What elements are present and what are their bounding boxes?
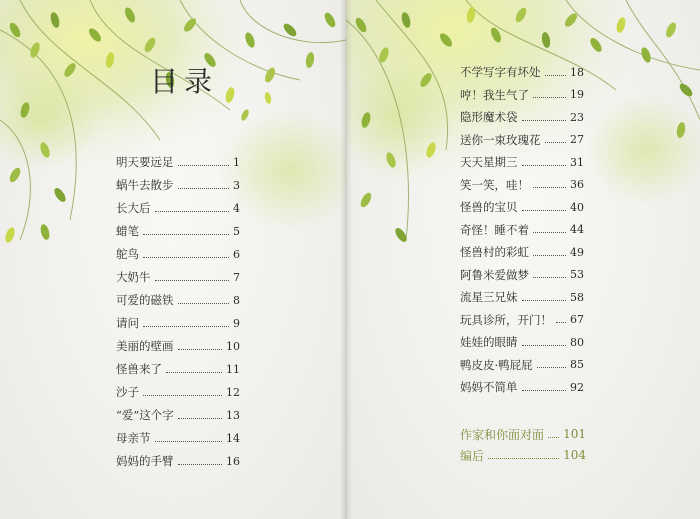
page-title: 目录 xyxy=(150,65,219,98)
leader-dots xyxy=(522,300,567,301)
toc-entry-page: 80 xyxy=(570,335,584,349)
toc-entry[interactable] xyxy=(116,382,240,402)
toc-entry-page: 49 xyxy=(570,245,584,259)
toc-entry-appendix[interactable] xyxy=(460,424,586,444)
toc-entry-page: 5 xyxy=(233,224,240,238)
toc-entry-page: 6 xyxy=(233,247,240,261)
toc-entry-title: 作家和你面对面 xyxy=(460,427,545,442)
leader-dots xyxy=(533,255,566,256)
toc-entry-title: 怪兽的宝贝 xyxy=(460,200,518,214)
toc-entry[interactable] xyxy=(116,152,240,172)
toc-entry[interactable] xyxy=(460,197,584,217)
leader-dots xyxy=(522,120,567,121)
toc-entry-page: 44 xyxy=(570,223,584,236)
leader-dots xyxy=(178,418,222,419)
leader-dots xyxy=(155,441,223,442)
toc-entry-title: 怪兽来了 xyxy=(116,362,162,376)
toc-entry-title: 奇怪！睡不着 xyxy=(460,222,529,237)
toc-entry[interactable] xyxy=(116,290,240,310)
toc-entry-title: 天天星期三 xyxy=(460,155,518,169)
leader-dots xyxy=(537,367,566,368)
leader-dots xyxy=(533,277,566,278)
leader-dots xyxy=(155,211,230,212)
toc-entry-page: 12 xyxy=(226,385,240,399)
toc-entry[interactable] xyxy=(116,428,240,448)
leader-dots xyxy=(143,395,222,396)
leader-dots xyxy=(178,188,230,189)
leader-dots xyxy=(488,458,559,459)
toc-entry-title: 流星三兄妹 xyxy=(460,290,518,304)
leader-dots xyxy=(522,345,567,346)
toc-entry[interactable] xyxy=(116,336,240,356)
toc-entry-page: 53 xyxy=(570,268,584,281)
toc-entry[interactable] xyxy=(116,244,240,264)
toc-entry-title: 隐形魔术袋 xyxy=(460,110,518,124)
toc-entry[interactable] xyxy=(460,355,584,375)
toc-entry-title: 阿鲁米爱做梦 xyxy=(460,267,529,282)
toc-entry-title: 娃娃的眼睛 xyxy=(460,335,518,349)
toc-entry-title: “爱”这个字 xyxy=(116,408,174,422)
toc-entry-title: 美丽的壁画 xyxy=(116,339,174,353)
toc-entry-title: 沙子 xyxy=(116,385,139,399)
toc-entry-page: 18 xyxy=(570,65,584,79)
leader-dots xyxy=(143,326,229,327)
toc-entry[interactable] xyxy=(116,359,240,379)
toc-entry[interactable] xyxy=(460,130,584,150)
toc-entry-page: 4 xyxy=(233,201,240,215)
toc-entry-page: 67 xyxy=(570,313,584,326)
toc-entry-page: 58 xyxy=(570,290,584,304)
toc-entry-page: 7 xyxy=(233,270,240,284)
leader-dots xyxy=(178,464,223,465)
toc-entry-page: 101 xyxy=(563,427,586,441)
leader-dots xyxy=(545,75,567,76)
toc-entry-title: 请问 xyxy=(116,316,139,330)
toc-entry-title: 明天要远足 xyxy=(116,155,174,169)
toc-entry[interactable] xyxy=(460,332,584,352)
toc-entry-title: 母亲节 xyxy=(116,431,151,445)
leader-dots xyxy=(178,165,230,166)
toc-entry[interactable] xyxy=(116,451,240,471)
toc-entry[interactable] xyxy=(460,377,584,397)
toc-entry-page: 19 xyxy=(570,88,584,101)
toc-entry-title: 哼！我生气了 xyxy=(460,87,529,102)
leader-dots xyxy=(178,349,223,350)
toc-entry[interactable] xyxy=(460,85,584,105)
leader-dots xyxy=(533,97,566,98)
leader-dots xyxy=(155,280,230,281)
toc-entry[interactable] xyxy=(460,220,584,240)
leader-dots xyxy=(522,165,567,166)
toc-entry[interactable] xyxy=(460,107,584,127)
right-page xyxy=(346,0,700,519)
toc-entry-title: 鸭皮皮·鸭屁屁 xyxy=(460,357,533,372)
toc-entry-page: 10 xyxy=(226,339,240,353)
book-gutter xyxy=(340,0,352,519)
toc-entry[interactable] xyxy=(116,221,240,241)
left-page xyxy=(0,0,346,519)
toc-entry-title: 大奶牛 xyxy=(116,270,151,284)
toc-entry-appendix[interactable] xyxy=(460,445,586,465)
leader-dots xyxy=(545,142,567,143)
toc-entry-title: 怪兽村的彩虹 xyxy=(460,245,529,259)
toc-entry[interactable] xyxy=(460,242,584,262)
toc-entry[interactable] xyxy=(460,265,584,285)
leader-dots xyxy=(166,372,222,373)
toc-entry-title: 妈妈不简单 xyxy=(460,380,518,394)
toc-entry-page: 27 xyxy=(570,133,584,146)
leader-dots xyxy=(533,232,566,233)
toc-entry[interactable] xyxy=(116,405,240,425)
toc-entry-page: 23 xyxy=(570,110,584,124)
toc-entry-page: 11 xyxy=(226,362,240,376)
toc-entry-page: 92 xyxy=(570,380,584,394)
toc-entry-page: 31 xyxy=(570,155,584,169)
toc-entry-title: 编后 xyxy=(460,448,485,463)
toc-entry-page: 13 xyxy=(226,408,240,422)
toc-entry-title: 玩具诊所，开门！ xyxy=(460,312,552,327)
toc-entry-page: 14 xyxy=(226,431,240,445)
toc-entry-page: 1 xyxy=(233,155,240,169)
leader-dots xyxy=(533,187,566,188)
leader-dots xyxy=(143,257,229,258)
toc-entry-page: 85 xyxy=(570,358,584,371)
toc-entry-title: 蜗牛去散步 xyxy=(116,178,174,192)
toc-entry[interactable] xyxy=(116,175,240,195)
toc-entry[interactable] xyxy=(460,152,584,172)
toc-entry[interactable] xyxy=(116,198,240,218)
toc-entry-page: 36 xyxy=(570,178,584,191)
toc-entry-title: 妈妈的手臂 xyxy=(116,454,174,468)
toc-entry-page: 104 xyxy=(563,448,586,462)
toc-entry-title: 送你一束玫瑰花 xyxy=(460,132,541,147)
leader-dots xyxy=(143,234,229,235)
toc-entry[interactable] xyxy=(116,313,240,333)
toc-entry-title: 可爱的磁铁 xyxy=(116,293,174,307)
toc-entry[interactable] xyxy=(460,287,584,307)
toc-entry[interactable] xyxy=(460,175,584,195)
leader-dots xyxy=(522,390,567,391)
toc-entry[interactable] xyxy=(460,62,584,82)
leader-dots xyxy=(556,322,566,323)
toc-entry-page: 16 xyxy=(226,454,240,468)
toc-entry-title: 笑一笑，哇！ xyxy=(460,177,529,192)
toc-entry-title: 长大后 xyxy=(116,201,151,215)
toc-entry-page: 8 xyxy=(233,293,240,307)
leader-dots xyxy=(522,210,567,211)
toc-entry-title: 不学写字有坏处 xyxy=(460,65,541,79)
leader-dots xyxy=(548,437,559,438)
toc-entry[interactable] xyxy=(460,310,584,330)
toc-entry-page: 3 xyxy=(233,178,240,192)
toc-entry[interactable] xyxy=(116,267,240,287)
toc-entry-title: 鸵鸟 xyxy=(116,247,139,261)
toc-entry-page: 40 xyxy=(570,200,584,214)
toc-entry-page: 9 xyxy=(233,316,240,330)
toc-entry-title: 蜡笔 xyxy=(116,224,139,238)
leader-dots xyxy=(178,303,230,304)
